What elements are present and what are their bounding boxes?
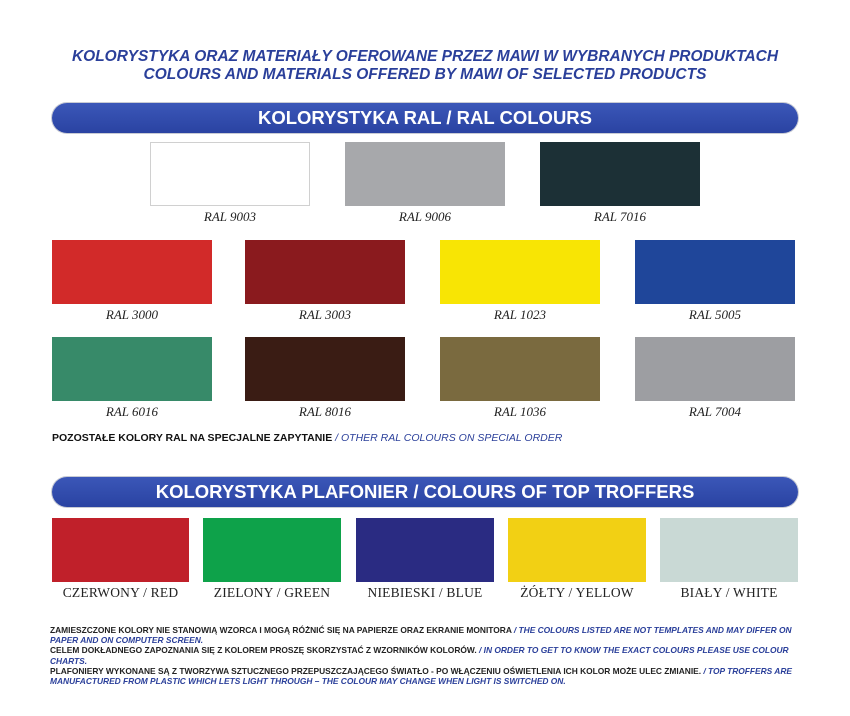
ral-label-9006: RAL 9006 (398, 209, 452, 224)
ral-swatch-6016 (52, 337, 212, 401)
ral-swatch-1036 (440, 337, 600, 401)
ral-label-7004: RAL 7004 (688, 404, 742, 419)
ral-special-order-note (52, 432, 812, 444)
ral-label-3000: RAL 3000 (105, 307, 159, 322)
ral-label-6016: RAL 6016 (105, 404, 159, 419)
disclaimer-2-en: / IN ORDER TO GET TO KNOW THE EXACT COLOURS PLEASE USE COLOUR CHARTS. (50, 645, 789, 666)
page-header (0, 48, 850, 84)
header-title-pl: KOLORYSTYKA ORAZ MATERIAŁY OFEROWANE PRZEZ MAWI W WYBRANYCH PRODUKTACH (71, 48, 779, 65)
ral-swatch-1023 (440, 240, 600, 304)
disclaimer-2-pl: CELEM DOKŁADNEGO ZAPOZNANIA SIĘ Z KOLOREM PROSZĘ SKORZYSTAĆ Z WZORNIKÓW KOLORÓW. (50, 645, 479, 656)
troffer-swatch-red (52, 518, 189, 582)
disclaimer-paragraph-1 (50, 625, 802, 645)
ral-swatch-3003 (245, 240, 405, 304)
ral-label-1023: RAL 1023 (493, 307, 547, 322)
ral-swatch-8016 (245, 337, 405, 401)
troffer-label-red: CZERWONY / RED (62, 585, 179, 600)
troffer-label-green: ZIELONY / GREEN (213, 585, 331, 600)
ral-swatch-9003 (150, 142, 310, 206)
note-pl: POZOSTAŁE KOLORY RAL NA SPECJALNE ZAPYTANIE (52, 432, 333, 444)
header-title-en: COLOURS AND MATERIALS OFFERED BY MAWI OF SELECTED PRODUCTS (143, 66, 707, 83)
ral-label-8016: RAL 8016 (298, 404, 352, 419)
ral-label-9003: RAL 9003 (203, 209, 257, 224)
troffer-label-blue: NIEBIESKI / BLUE (367, 585, 483, 600)
disclaimer-3-pl: PLAFONIERY WYKONANE SĄ Z TWORZYWA SZTUCZNEGO PRZEPUSZCZAJĄCEGO ŚWIATŁO - PO WŁĄCZENIU OŚWIETLENIA ICH KOLOR MOŻE ULEC ZMIANIE. (50, 665, 704, 676)
ral-label-5005: RAL 5005 (688, 307, 742, 322)
disclaimer-1-pl: ZAMIESZCZONE KOLORY NIE STANOWIĄ WZORCA I MOGĄ RÓŻNIĆ SIĘ NA PAPIERZE ORAZ EKRANIE MONITORA (50, 625, 514, 635)
disclaimer-footer (50, 625, 802, 686)
ral-label-1036: RAL 1036 (493, 404, 547, 419)
troffer-swatch-white (660, 518, 798, 582)
ral-swatch-7004 (635, 337, 795, 401)
note-en: OTHER RAL COLOURS ON SPECIAL ORDER (340, 432, 563, 444)
disclaimer-1-en: / THE COLOURS LISTED ARE NOT TEMPLATES AND MAY DIFFER ON PAPER AND ON COMPUTER SCREEN. (50, 625, 792, 646)
note-separator: / (332, 432, 341, 444)
ral-section-banner: KOLORYSTYKA RAL / RAL COLOURS (52, 103, 798, 133)
ral-label-7016: RAL 7016 (593, 209, 647, 224)
ral-swatch-9006 (345, 142, 505, 206)
disclaimer-paragraph-3 (50, 666, 802, 686)
ral-swatch-3000 (52, 240, 212, 304)
ral-swatch-7016 (540, 142, 700, 206)
ral-label-3003: RAL 3003 (298, 307, 352, 322)
troffer-label-yellow: ŻÓŁTY / YELLOW (520, 585, 634, 600)
troffer-swatch-blue (356, 518, 494, 582)
troffer-section-banner: KOLORYSTYKA PLAFONIER / COLOURS OF TOP TROFFERS (52, 477, 798, 507)
ral-swatch-5005 (635, 240, 795, 304)
troffer-label-white: BIAŁY / WHITE (680, 585, 778, 600)
disclaimer-3-en: / TOP TROFFERS ARE MANUFACTURED FROM PLASTIC WHICH LETS LIGHT THROUGH – THE COLOUR MAY CHANGE WHEN LIGHT IS SWITCHED ON. (50, 665, 792, 687)
disclaimer-paragraph-2 (50, 645, 802, 665)
troffer-swatch-yellow (508, 518, 646, 582)
troffer-swatch-green (203, 518, 341, 582)
